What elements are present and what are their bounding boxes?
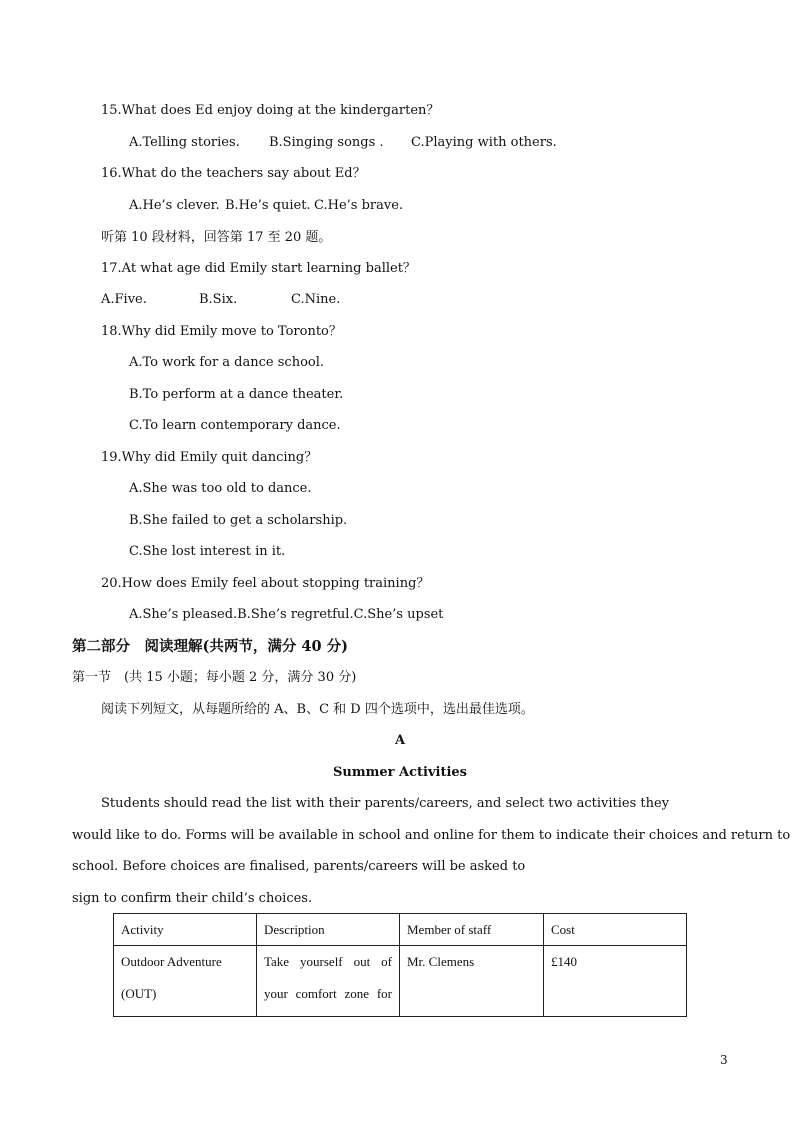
passage-line-2: would like to do. Forms will be available in school and online for them to indicate their choices and return to (72, 828, 791, 843)
q18-option-c: C.To learn contemporary dance. (129, 418, 341, 433)
material-10-instruction: 听第 10 段材料，回答第 17 至 20 题。 (101, 230, 332, 245)
part2-section1: 第一节 (共 15 小题；每小题 2 分，满分 30 分) (72, 670, 357, 685)
q15-options (129, 135, 557, 151)
q18-stem: 18.Why did Emily move to Toronto？ (101, 324, 342, 339)
q17-option-c: C.Nine. (291, 292, 341, 307)
q15-option-b: B.Singing songs . (269, 135, 384, 150)
passage-line-4: sign to confirm their child’s choices. (72, 891, 313, 906)
q16-option-b: B.He’s quiet. (225, 198, 311, 213)
q17-option-a: A.Five. (101, 292, 147, 307)
activities-table (113, 913, 687, 1017)
q16-option-a: A.He’s clever. (129, 198, 220, 213)
cell-description: Take yourself out of your comfort zone for (257, 946, 400, 1017)
q17-option-b: B.Six. (199, 292, 238, 307)
q20-stem: 20.How does Emily feel about stopping training？ (101, 576, 430, 591)
passage-title: Summer Activities (333, 765, 467, 780)
passage-line-1: Students should read the list with their parents/careers, and select two activities they (101, 796, 670, 811)
q18-option-b: B.To perform at a dance theater. (129, 387, 344, 402)
q15-stem: 15.What does Ed enjoy doing at the kindergarten？ (101, 103, 440, 118)
header-activity: Activity (114, 914, 257, 946)
q16-options (129, 198, 403, 214)
q19-option-a: A.She was too old to dance. (129, 481, 312, 496)
table-row (114, 946, 687, 1017)
passage-line-3: school. Before choices are finalised, parents/careers will be asked to (72, 859, 526, 874)
q18-option-a: A.To work for a dance school. (129, 355, 325, 370)
passage-label: A (394, 733, 406, 748)
q16-stem: 16.What do the teachers say about Ed？ (101, 166, 366, 181)
q15-option-a: A.Telling stories. (129, 135, 240, 150)
q20-options: A.She’s pleased.B.She’s regretful.C.She’s upset (129, 607, 444, 622)
header-cost: Cost (544, 914, 687, 946)
q16-option-c: C.He’s brave. (314, 198, 404, 213)
cell-activity: Outdoor Adventure (OUT) (114, 946, 257, 1017)
cell-cost: £140 (544, 946, 687, 1017)
part2-instructions: 阅读下列短文，从每题所给的 A、B、C 和 D 四个选项中，选出最佳选项。 (101, 702, 534, 717)
q17-options (101, 292, 340, 308)
cell-staff: Mr. Clemens (400, 946, 544, 1017)
header-staff: Member of staff (400, 914, 544, 946)
q15-option-c: C.Playing with others. (411, 135, 557, 150)
q19-stem: 19.Why did Emily quit dancing？ (101, 450, 318, 465)
part2-title: 第二部分 阅读理解(共两节，满分 40 分) (72, 638, 348, 655)
header-description: Description (257, 914, 400, 946)
q19-option-c: C.She lost interest in it. (129, 544, 286, 559)
page-number: 3 (720, 1053, 728, 1067)
table-header-row (114, 914, 687, 946)
q19-option-b: B.She failed to get a scholarship. (129, 513, 348, 528)
q17-stem: 17.At what age did Emily start learning ballet？ (101, 261, 416, 276)
